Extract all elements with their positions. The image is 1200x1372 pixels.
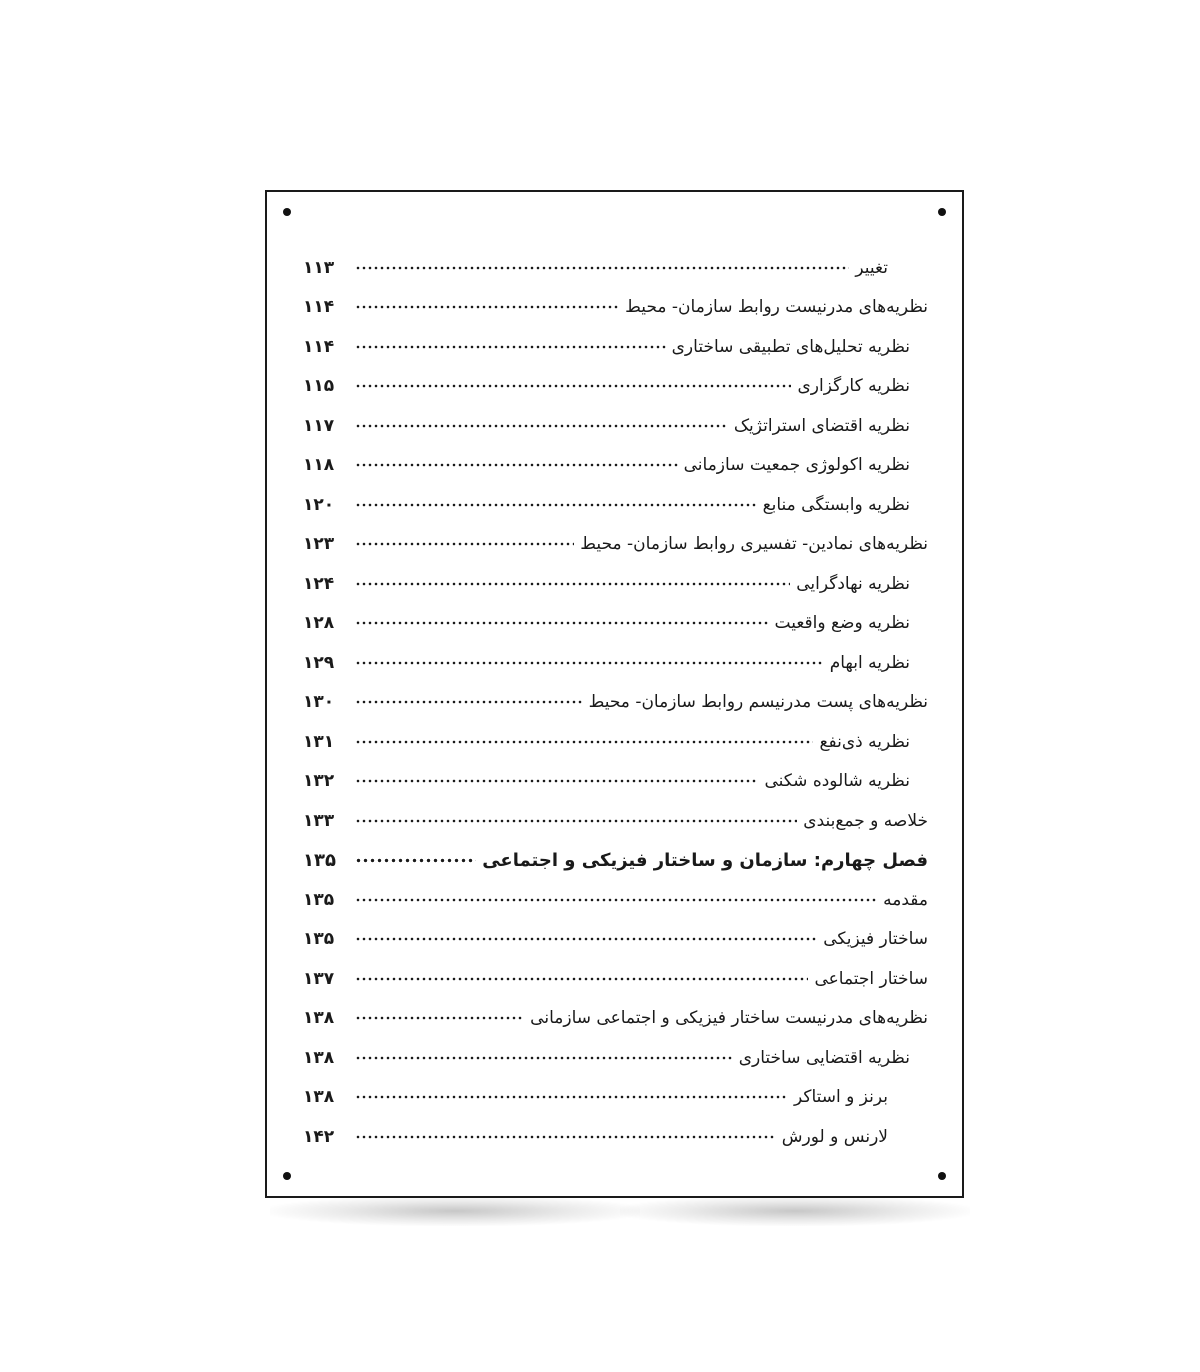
toc-entry [303, 446, 928, 486]
toc-entry-title: نظریه اقتضایی ساختاری [738, 1047, 910, 1068]
toc-entry-title: نظریه ابهام [829, 652, 910, 673]
toc-page-number: ۱۱۴ [303, 297, 335, 318]
toc-page-number: ۱۳۲ [303, 771, 335, 792]
toc-page-number: ۱۳۵ [303, 889, 335, 910]
toc-entry [303, 248, 928, 288]
toc-page-number: ۱۳۸ [303, 1087, 335, 1108]
toc-entry-title: نظریه وضع واقعیت [774, 613, 910, 634]
toc-chapter-entry [303, 841, 928, 881]
toc-entry-title: نظریه کارگزاری [797, 376, 910, 397]
toc-page-number: ۱۲۳ [303, 534, 335, 555]
dot-leader [355, 421, 728, 431]
toc-page-number: ۱۳۱ [303, 731, 335, 752]
dot-leader [355, 500, 757, 510]
dot-leader [355, 1092, 788, 1102]
corner-dot-icon [283, 208, 291, 216]
dot-leader [355, 737, 813, 747]
toc-entry-title: خلاصه و جمع‌بندی [803, 810, 928, 831]
toc-page-number: ۱۱۵ [303, 376, 335, 397]
dot-leader [355, 816, 797, 826]
toc-page-number: ۱۱۸ [303, 455, 335, 476]
dot-leader [355, 381, 791, 391]
toc-page-number: ۱۳۰ [303, 692, 335, 713]
frame-shadow-right [620, 1196, 970, 1226]
toc-entry [303, 880, 928, 920]
toc-frame [265, 190, 964, 1198]
toc-entry-title: لارنس و لورش [781, 1126, 888, 1147]
toc-entry-title: نظریه اکولوژی جمعیت سازمانی [683, 455, 910, 476]
toc-entry-title: نظریه وابستگی منابع [762, 494, 910, 515]
toc-entry-title: نظریه‌های پست مدرنیسم روابط سازمان- محیط [588, 692, 928, 713]
toc-entry [303, 406, 928, 446]
toc-page-number: ۱۱۷ [303, 415, 335, 436]
toc-entry [303, 920, 928, 960]
toc-entry [303, 801, 928, 841]
toc-entry [303, 999, 928, 1039]
toc-page-number: ۱۴۲ [303, 1126, 335, 1147]
dot-leader [355, 302, 619, 312]
toc-entry [303, 1038, 928, 1078]
toc-page-number: ۱۳۷ [303, 968, 335, 989]
toc-entry [303, 485, 928, 525]
corner-dot-icon [938, 208, 946, 216]
toc-entry-title: نظریه اقتضای استراتژیک [733, 415, 910, 436]
corner-dot-icon [283, 1172, 291, 1180]
toc-page-number: ۱۳۵ [303, 849, 336, 871]
toc-page-number: ۱۳۳ [303, 810, 335, 831]
dot-leader [355, 1132, 776, 1142]
toc-entry [303, 1078, 928, 1118]
dot-leader [355, 658, 824, 668]
dot-leader [355, 579, 790, 589]
toc-page-number: ۱۳۸ [303, 1008, 335, 1029]
dot-leader [355, 1013, 524, 1023]
toc-entry [303, 564, 928, 604]
dot-leader [355, 460, 678, 470]
toc-entry-title: نظریه‌های نمادین- تفسیری روابط سازمان- محیط [580, 534, 928, 555]
toc-entry-title: نظریه شالوده شکنی [764, 771, 910, 792]
toc-entry-title: نظریه‌های مدرنیست روابط سازمان- محیط [625, 297, 928, 318]
corner-dot-icon [938, 1172, 946, 1180]
toc-entry [303, 683, 928, 723]
toc-entry [303, 525, 928, 565]
toc-page-number: ۱۱۳ [303, 257, 335, 278]
toc-entry-title: تغییر [855, 257, 888, 278]
toc-entry [303, 722, 928, 762]
toc-entry-title: نظریه نهادگرایی [796, 573, 910, 594]
toc-entry-title: نظریه تحلیل‌های تطبیقی ساختاری [671, 336, 910, 357]
toc-entry-title: ساختار فیزیکی [823, 929, 928, 950]
dot-leader [355, 618, 769, 628]
toc-entry [303, 643, 928, 683]
toc-entry [303, 959, 928, 999]
dot-leader [355, 974, 808, 984]
table-of-contents [303, 248, 928, 1157]
toc-page-number: ۱۲۸ [303, 613, 335, 634]
frame-shadow-left [270, 1196, 640, 1226]
toc-entry-title: مقدمه [883, 889, 928, 910]
dot-leader [355, 539, 574, 549]
toc-entry [303, 327, 928, 367]
dot-leader [355, 934, 817, 944]
toc-page-number: ۱۳۸ [303, 1047, 335, 1068]
dot-leader [355, 1053, 733, 1063]
toc-entry-title: نظریه ذی‌نفع [819, 731, 910, 752]
toc-entry [303, 1117, 928, 1157]
toc-entry-title: برنز و استاکر [794, 1087, 888, 1108]
dot-leader [355, 697, 583, 707]
toc-page-number: ۱۱۴ [303, 336, 335, 357]
dot-leader [355, 855, 476, 865]
toc-entry-title: نظریه‌های مدرنیست ساختار فیزیکی و اجتماعی سازمانی [530, 1008, 928, 1029]
dot-leader [355, 342, 666, 352]
toc-page-number: ۱۲۹ [303, 652, 335, 673]
dot-leader [355, 263, 849, 273]
dot-leader [355, 895, 877, 905]
toc-entry [303, 367, 928, 407]
toc-entry [303, 288, 928, 328]
toc-page-number: ۱۳۵ [303, 929, 335, 950]
toc-entry [303, 762, 928, 802]
toc-entry-title: ساختار اجتماعی [814, 968, 928, 989]
toc-entry-title: فصل چهارم: سازمان و ساختار فیزیکی و اجتماعی [482, 849, 928, 871]
toc-page-number: ۱۲۴ [303, 573, 335, 594]
toc-page-number: ۱۲۰ [303, 494, 335, 515]
toc-entry [303, 604, 928, 644]
dot-leader [355, 776, 758, 786]
